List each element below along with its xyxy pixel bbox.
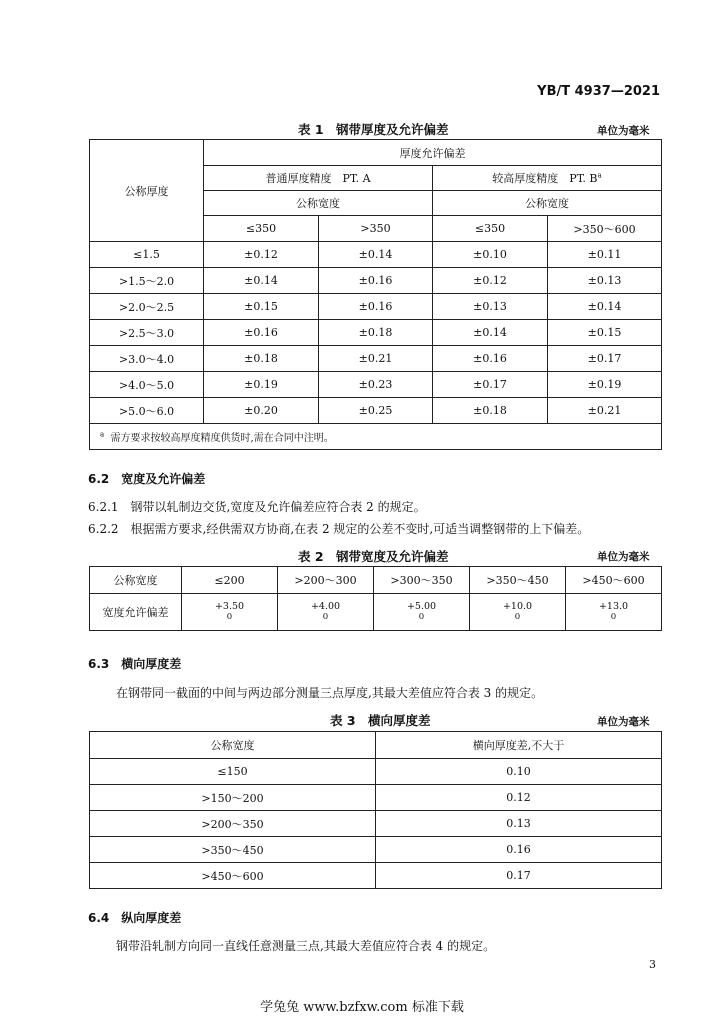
tolerance-cell: ±0.11 — [548, 242, 662, 268]
deviation-cell: +10.0 0 — [470, 594, 566, 631]
width-label-high: 公称宽度 — [433, 191, 662, 216]
table1-row-header: 公称厚度 — [90, 140, 204, 242]
thickness-cell: >3.0～4.0 — [90, 346, 204, 372]
tolerance-cell: ±0.15 — [548, 320, 662, 346]
precision-high-header: 较高厚度精度 PT. $B^a$ — [433, 166, 662, 191]
diff-cell: 0.17 — [376, 863, 662, 889]
table1 — [89, 139, 662, 450]
tolerance-cell: ±0.16 — [319, 294, 433, 320]
width-cell: >350～450 — [90, 837, 376, 863]
table-row — [90, 268, 662, 294]
section-6-4-heading: 6.4 纵向厚度差 — [88, 911, 182, 925]
thickness-cell: >2.0～2.5 — [90, 294, 204, 320]
section-6-2-2-text: 6.2.2 根据需方要求,经供需双方协商,在表 2 规定的公差不变时,可适当调整钢带的上下偏差。 — [88, 522, 590, 536]
table3-col-width: 公称宽度 — [90, 732, 376, 759]
section-6-4-text: 钢带沿轧制方向同一直线任意测量三点,其最大差值应符合表 4 的规定。 — [116, 939, 496, 953]
table3-caption: 表 3 横向厚度差 — [330, 713, 431, 728]
section-6-2-1-text: 6.2.1 钢带以轧制边交货,宽度及允许偏差应符合表 2 的规定。 — [88, 500, 426, 514]
tolerance-cell: ±0.23 — [319, 372, 433, 398]
tolerance-cell: ±0.19 — [204, 372, 319, 398]
width-cell: >450～600 — [90, 863, 376, 889]
standard-code: YB/T 4937—2021 — [537, 84, 660, 99]
tolerance-cell: ±0.17 — [433, 372, 548, 398]
deviation-cell: +5.00 0 — [374, 594, 470, 631]
tolerance-cell: ±0.14 — [433, 320, 548, 346]
tolerance-cell: ±0.25 — [319, 398, 433, 424]
table-row — [90, 785, 662, 811]
deviation-cell: +3.50 0 — [182, 594, 278, 631]
table1-footnote: $^a$ 需方要求按较高厚度精度供货时,需在合同中注明。 — [90, 424, 662, 450]
tolerance-cell: ±0.17 — [548, 346, 662, 372]
width-cell: >450～600 — [566, 567, 662, 594]
tolerance-cell: ±0.20 — [204, 398, 319, 424]
tolerance-cell: ±0.14 — [548, 294, 662, 320]
tolerance-cell: ±0.21 — [319, 346, 433, 372]
tolerance-cell: ±0.14 — [319, 242, 433, 268]
width-cell: >200～350 — [90, 811, 376, 837]
width-col-3: ≤350 — [433, 216, 548, 242]
section-6-3-text: 在钢带同一截面的中间与两边部分测量三点厚度,其最大差值应符合表 3 的规定。 — [116, 686, 544, 700]
table1-caption: 表 1 钢带厚度及允许偏差 — [298, 122, 449, 137]
tolerance-cell: ±0.12 — [204, 242, 319, 268]
width-cell: ≤200 — [182, 567, 278, 594]
tolerance-cell: ±0.18 — [204, 346, 319, 372]
tolerance-cell: ±0.21 — [548, 398, 662, 424]
section-6-3-heading: 6.3 横向厚度差 — [88, 657, 182, 671]
thickness-cell: >2.5～3.0 — [90, 320, 204, 346]
table3-unit: 单位为毫米 — [597, 716, 650, 728]
download-footer: 学兔兔 www.bzfxw.com 标准下载 — [260, 1000, 464, 1015]
width-cell: >200～300 — [278, 567, 374, 594]
width-col-2: >350 — [319, 216, 433, 242]
tolerance-cell: ±0.16 — [204, 320, 319, 346]
tolerance-cell: ±0.18 — [433, 398, 548, 424]
table-row — [90, 346, 662, 372]
width-cell: >150～200 — [90, 785, 376, 811]
table2-unit: 单位为毫米 — [597, 551, 650, 563]
table1-unit: 单位为毫米 — [597, 125, 650, 137]
tolerance-cell: ±0.13 — [433, 294, 548, 320]
diff-cell: 0.10 — [376, 759, 662, 785]
thickness-cell: >1.5～2.0 — [90, 268, 204, 294]
width-cell: >350～450 — [470, 567, 566, 594]
table-row — [90, 294, 662, 320]
table-row — [90, 398, 662, 424]
tolerance-cell: ±0.10 — [433, 242, 548, 268]
tolerance-cell: ±0.14 — [204, 268, 319, 294]
width-cell: ≤150 — [90, 759, 376, 785]
width-label-normal: 公称宽度 — [204, 191, 433, 216]
tolerance-cell: ±0.18 — [319, 320, 433, 346]
table-row — [90, 242, 662, 268]
tolerance-cell: ±0.16 — [319, 268, 433, 294]
table-row — [90, 811, 662, 837]
table1-group-header: 厚度允许偏差 — [204, 140, 662, 166]
table2-caption: 表 2 钢带宽度及允许偏差 — [298, 549, 449, 564]
width-col-4: >350～600 — [548, 216, 662, 242]
table3 — [89, 731, 662, 889]
deviation-cell: +4.00 0 — [278, 594, 374, 631]
thickness-cell: >4.0～5.0 — [90, 372, 204, 398]
diff-cell: 0.16 — [376, 837, 662, 863]
diff-cell: 0.12 — [376, 785, 662, 811]
precision-normal-header: 普通厚度精度 PT. A — [204, 166, 433, 191]
tolerance-cell: ±0.16 — [433, 346, 548, 372]
table2 — [89, 566, 662, 631]
diff-cell: 0.13 — [376, 811, 662, 837]
table3-col-diff: 横向厚度差,不大于 — [376, 732, 662, 759]
tolerance-cell: ±0.12 — [433, 268, 548, 294]
table2-width-label: 公称宽度 — [90, 567, 182, 594]
deviation-cell: +13.0 0 — [566, 594, 662, 631]
tolerance-cell: ±0.19 — [548, 372, 662, 398]
table-row — [90, 837, 662, 863]
table2-tolerance-label: 宽度允许偏差 — [90, 594, 182, 631]
table-row — [90, 320, 662, 346]
section-6-2-heading: 6.2 宽度及允许偏差 — [88, 472, 206, 486]
page-number: 3 — [649, 958, 656, 971]
table-row — [90, 372, 662, 398]
tolerance-cell: ±0.13 — [548, 268, 662, 294]
width-col-1: ≤350 — [204, 216, 319, 242]
width-cell: >300～350 — [374, 567, 470, 594]
thickness-cell: >5.0～6.0 — [90, 398, 204, 424]
tolerance-cell: ±0.15 — [204, 294, 319, 320]
table-row — [90, 759, 662, 785]
thickness-cell: ≤1.5 — [90, 242, 204, 268]
table-row — [90, 863, 662, 889]
